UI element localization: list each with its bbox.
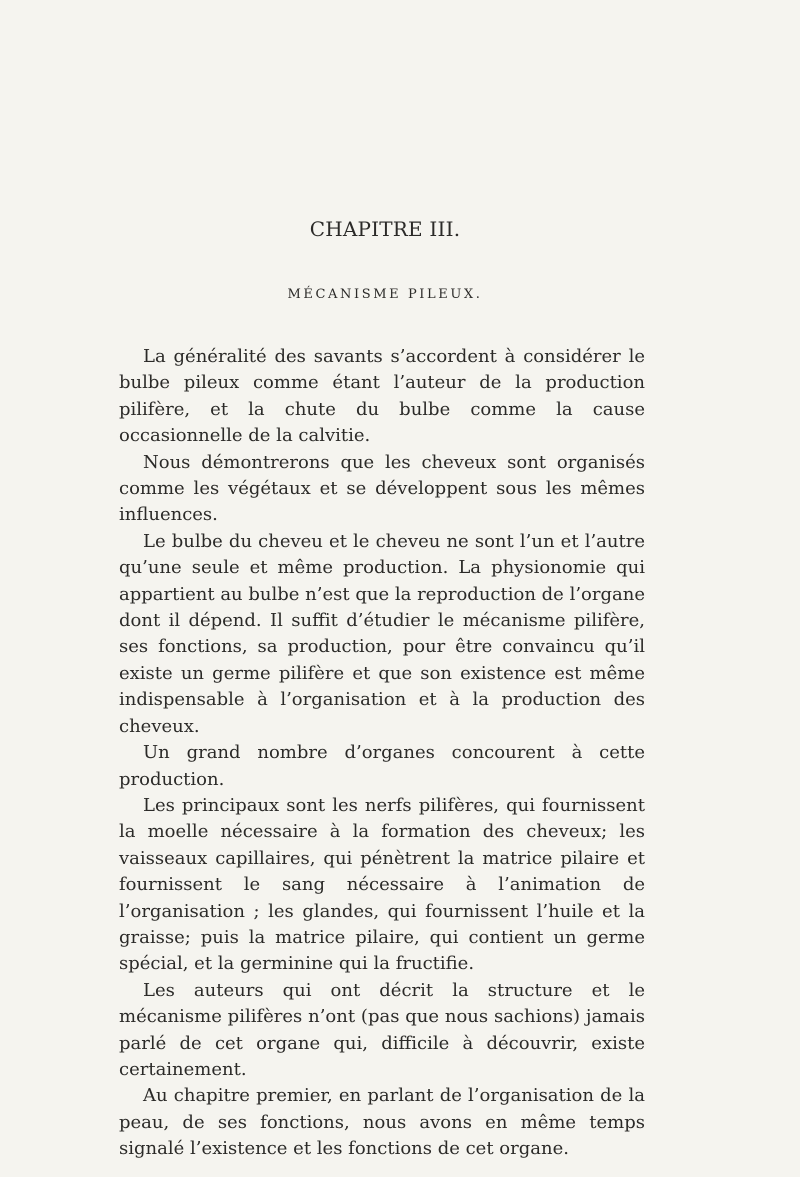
chapter-title: CHAPITRE III. — [309, 217, 461, 241]
paragraph: Les auteurs qui ont décrit la structure et le mécanisme pilifères n’ont (pas que nous sachions) jamais parlé de cet organe qui, difficile à découvrir, existe certainement. — [119, 979, 645, 1080]
paragraph: La généralité des savants s’accordent à considérer le bulbe pileux comme étant l’auteur de la production pilifère, et la chute du bulbe comme la cause occasionnelle de la calvitie. — [119, 346, 645, 447]
paragraph: Nous démontrerons que les cheveux sont organisés comme les végétaux et se développent sous les mêmes influences. — [119, 451, 645, 526]
paragraph: Le bulbe du cheveu et le cheveu ne sont l’un et l’autre qu’une seule et même production. La physionomie qui appartient au bulbe n’est que la reproduction de l’organe dont il dépend. Il suffit d’étudier le mécanisme pilifère, ses fonctions, sa production, pour être convaincu qu’il existe un germe pilifère et que son existence est même indispensable à l’organisation et à la production des cheveux. — [119, 530, 645, 737]
paragraph: Au chapitre premier, en parlant de l’organisation de la peau, de ses fonctions, nous avons en même temps signalé l’existence et les fonctions de cet organe. — [119, 1085, 645, 1160]
section-title: MÉCANISME PILEUX. — [287, 287, 483, 302]
body-text — [119, 344, 645, 1163]
paragraph: Un grand nombre d’organes concourent à cette production. — [119, 742, 645, 790]
paragraph: Les principaux sont les nerfs pilifères, qui fournissent la moelle nécessaire à la formation des cheveux; les vaisseaux capillaires, qui pénètrent la matrice pilaire et fournissent le sang nécessaire à l’animation de l’organisation ; les glandes, qui fournissent l’huile et la graisse; puis la matrice pilaire, qui contient un germe spécial, et la germinine qui la fructifie. — [119, 794, 645, 975]
